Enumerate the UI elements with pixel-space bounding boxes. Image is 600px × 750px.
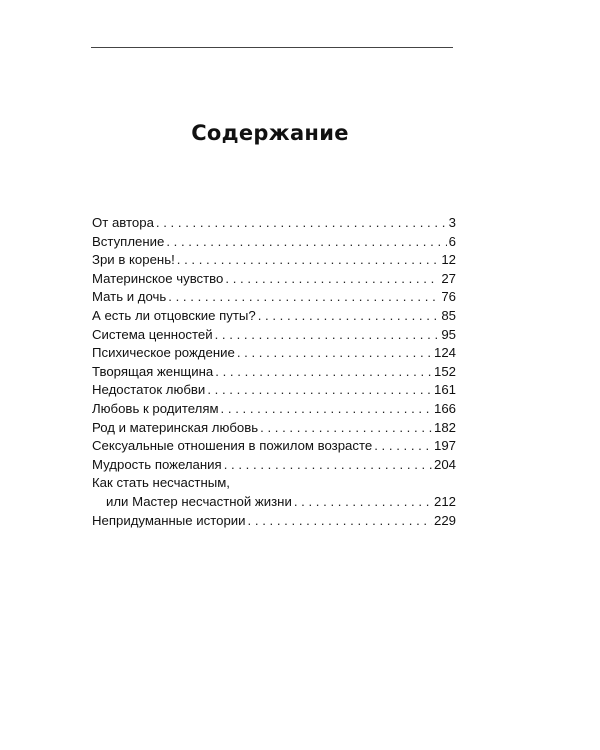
toc-entry-mother-and-daughter[interactable] (92, 288, 456, 307)
toc-entry-label: Материнское чувство (92, 270, 224, 286)
toc-entry-kin-and-maternal-love[interactable] (92, 419, 456, 438)
toc-entry-maternal-feeling[interactable] (92, 270, 456, 289)
toc-entry-page: 6 (448, 233, 456, 249)
toc-entry-love-for-parents[interactable] (92, 400, 456, 419)
dot-leader (215, 363, 432, 382)
dot-leader (215, 326, 440, 345)
dot-leader (168, 288, 439, 307)
toc-entry-page: 161 (433, 382, 456, 398)
toc-entry-label: Мать и дочь (92, 289, 167, 305)
toc-entry-page: 212 (433, 493, 456, 509)
toc-entry-page: 166 (433, 400, 456, 416)
toc-entry-creative-woman[interactable] (92, 363, 456, 382)
dot-leader (166, 233, 446, 252)
toc-entry-label: Любовь к родителям (92, 400, 219, 416)
toc-entry-page: 229 (433, 512, 456, 528)
toc-entry-label: Зри в корень! (92, 252, 175, 268)
toc-entry-label-line2: или Мастер несчастной жизни (106, 493, 292, 509)
toc-entry-label: Непридуманные истории (92, 512, 246, 528)
toc-entry-lack-of-love[interactable] (92, 381, 456, 400)
toc-entry-label: А есть ли отцовские путы? (92, 307, 256, 323)
toc-entry-page: 95 (441, 326, 456, 342)
dot-leader (207, 381, 432, 400)
toc-entry-page: 76 (441, 289, 456, 305)
dot-leader (225, 270, 439, 289)
toc-entry-page: 124 (433, 345, 456, 361)
top-divider-line (91, 47, 453, 48)
dot-leader (258, 307, 440, 326)
dot-leader (224, 456, 432, 475)
toc-entry-sexual-relations-old-age[interactable] (92, 437, 456, 456)
dot-leader (374, 437, 432, 456)
toc-entry-label: Система ценностей (92, 326, 213, 342)
dot-leader (237, 344, 432, 363)
toc-entry-psychic-birth[interactable] (92, 344, 456, 363)
toc-entry-look-at-root[interactable] (92, 251, 456, 270)
dot-leader (294, 493, 432, 512)
dot-leader (156, 214, 447, 233)
toc-entry-label: Мудрость пожелания (92, 456, 222, 472)
toc-entry-how-to-become-unhappy[interactable] (92, 474, 456, 511)
dot-leader (248, 512, 432, 531)
toc-entry-paternal-bonds[interactable] (92, 307, 456, 326)
toc-entry-label: Род и материнская любовь (92, 419, 259, 435)
toc-entry-page: 152 (433, 363, 456, 379)
dot-leader (177, 251, 440, 270)
table-of-contents (92, 214, 456, 530)
toc-entry-value-system[interactable] (92, 326, 456, 345)
toc-entry-page: 85 (441, 307, 456, 323)
toc-entry-label: Сексуальные отношения в пожилом возрасте (92, 438, 373, 454)
dot-leader (221, 400, 432, 419)
toc-entry-true-stories[interactable] (92, 512, 456, 531)
toc-entry-introduction[interactable] (92, 233, 456, 252)
toc-entry-page: 27 (441, 270, 456, 286)
toc-entry-label-line1: Как стать несчастным, (92, 475, 230, 491)
toc-entry-page: 12 (441, 252, 456, 268)
page-title: Содержание (191, 121, 349, 145)
toc-entry-from-author[interactable] (92, 214, 456, 233)
toc-entry-label: Психическое рождение (92, 345, 235, 361)
dot-leader (260, 419, 432, 438)
toc-entry-label: Вступление (92, 233, 165, 249)
toc-entry-page: 3 (448, 215, 456, 230)
toc-entry-page: 204 (433, 456, 456, 472)
toc-entry-page: 197 (433, 438, 456, 454)
toc-entry-wisdom-of-wishing[interactable] (92, 456, 456, 475)
toc-entry-page: 182 (433, 419, 456, 435)
toc-entry-label: От автора (92, 215, 154, 230)
toc-entry-label: Творящая женщина (92, 363, 214, 379)
toc-entry-label: Недостаток любви (92, 382, 206, 398)
